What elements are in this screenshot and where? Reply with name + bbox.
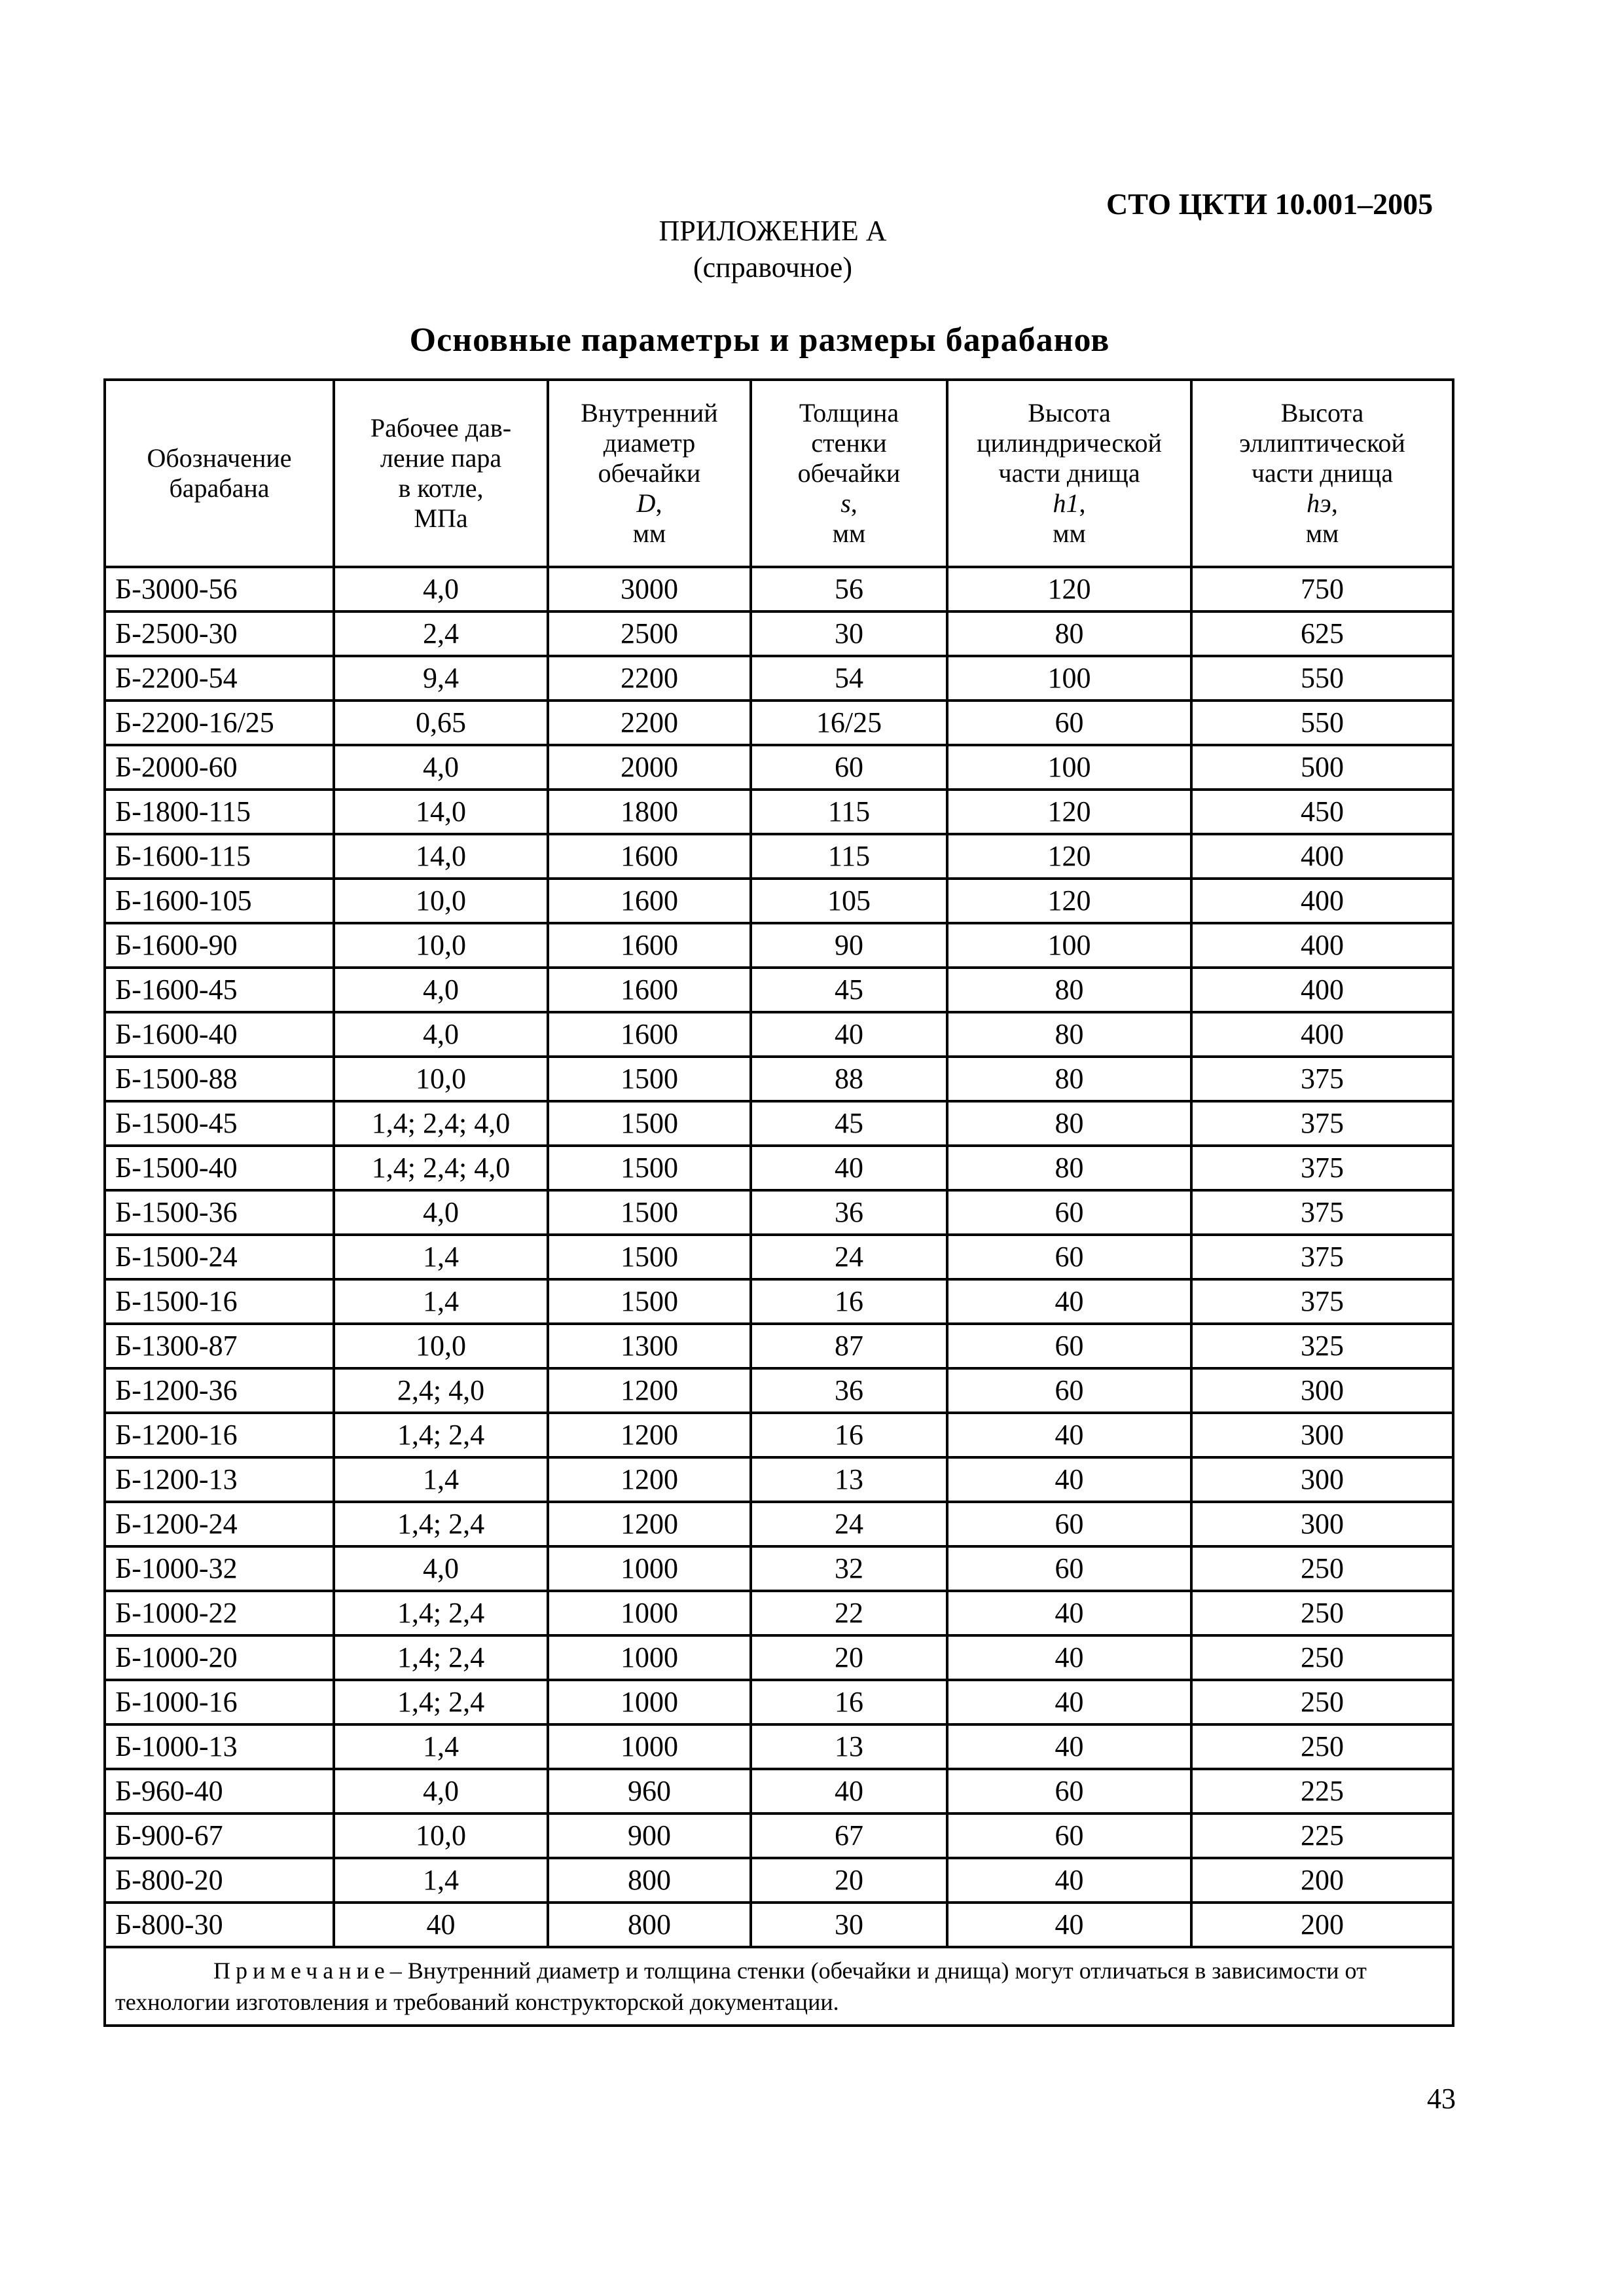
drum-designation-cell: Б-1800-115 — [105, 790, 334, 834]
drum-designation-cell: Б-800-20 — [105, 1858, 334, 1903]
table-cell: 450 — [1191, 790, 1453, 834]
appendix-type: (справочное) — [693, 251, 852, 283]
table-row — [105, 1368, 1453, 1413]
page-number: 43 — [1427, 2083, 1456, 2115]
drum-designation-cell: Б-3000-56 — [105, 567, 334, 611]
table-cell: 300 — [1191, 1502, 1453, 1546]
table-cell: 1000 — [548, 1680, 751, 1724]
table-cell: 750 — [1191, 567, 1453, 611]
table-cell: 32 — [751, 1546, 947, 1591]
table-cell: 60 — [947, 1546, 1191, 1591]
column-symbol: D, — [636, 488, 662, 518]
column-header-line: Обозначение — [147, 443, 292, 473]
table-cell: 16 — [751, 1680, 947, 1724]
table-cell: 2000 — [548, 745, 751, 790]
table-cell: 60 — [947, 1190, 1191, 1235]
table-cell: 40 — [947, 1591, 1191, 1635]
table-cell: 40 — [947, 1680, 1191, 1724]
drum-designation-cell: Б-1200-16 — [105, 1413, 334, 1457]
table-cell: 960 — [548, 1769, 751, 1813]
table-cell: 900 — [548, 1813, 751, 1858]
table-cell: 40 — [751, 1769, 947, 1813]
table-row — [105, 1101, 1453, 1146]
column-unit: мм — [832, 519, 866, 548]
column-header-line: Рабочее дав- — [370, 413, 512, 443]
table-cell: 1500 — [548, 1235, 751, 1279]
table-cell: 300 — [1191, 1368, 1453, 1413]
table-cell: 80 — [947, 1101, 1191, 1146]
column-header-line: диаметр — [603, 428, 696, 458]
table-cell: 40 — [751, 1012, 947, 1057]
table-cell: 10,0 — [334, 923, 548, 968]
table-row — [105, 1502, 1453, 1546]
table-cell: 1,4 — [334, 1279, 548, 1324]
table-cell: 4,0 — [334, 745, 548, 790]
table-cell: 1,4 — [334, 1724, 548, 1769]
standard-code: СТО ЦКТИ 10.001–2005 — [1106, 187, 1434, 221]
table-cell: 60 — [947, 1235, 1191, 1279]
table-cell: 500 — [1191, 745, 1453, 790]
column-header — [548, 380, 751, 567]
table-cell: 1,4; 2,4 — [334, 1502, 548, 1546]
table-row — [105, 1457, 1453, 1502]
table-cell: 24 — [751, 1235, 947, 1279]
table-cell: 40 — [947, 1457, 1191, 1502]
table-cell: 375 — [1191, 1146, 1453, 1190]
table-cell: 60 — [947, 701, 1191, 745]
table-cell: 1300 — [548, 1324, 751, 1368]
table-cell: 3000 — [548, 567, 751, 611]
table-cell: 40 — [751, 1146, 947, 1190]
table-row — [105, 656, 1453, 701]
table-cell: 105 — [751, 879, 947, 923]
table-row — [105, 1413, 1453, 1457]
column-symbol: s, — [840, 488, 857, 518]
table-cell: 1600 — [548, 923, 751, 968]
table-cell: 30 — [751, 611, 947, 656]
table-cell: 2,4 — [334, 611, 548, 656]
drum-designation-cell: Б-1300-87 — [105, 1324, 334, 1368]
table-cell: 45 — [751, 1101, 947, 1146]
table-cell: 14,0 — [334, 834, 548, 879]
table-cell: 30 — [751, 1903, 947, 1947]
table-cell: 115 — [751, 790, 947, 834]
table-cell: 87 — [751, 1324, 947, 1368]
table-row — [105, 1546, 1453, 1591]
table-row — [105, 745, 1453, 790]
column-header-line: Толщина — [799, 398, 899, 428]
document-title: Основные параметры и размеры барабанов — [409, 321, 1110, 359]
table-cell: 14,0 — [334, 790, 548, 834]
drum-designation-cell: Б-1600-105 — [105, 879, 334, 923]
table-cell: 550 — [1191, 701, 1453, 745]
table-cell: 80 — [947, 1146, 1191, 1190]
drum-designation-cell: Б-1200-13 — [105, 1457, 334, 1502]
table-cell: 10,0 — [334, 1813, 548, 1858]
table-row — [105, 611, 1453, 656]
table-cell: 4,0 — [334, 1012, 548, 1057]
drum-designation-cell: Б-1500-40 — [105, 1146, 334, 1190]
table-cell: 120 — [947, 790, 1191, 834]
table-cell: 800 — [548, 1858, 751, 1903]
table-cell: 1,4; 2,4; 4,0 — [334, 1146, 548, 1190]
drum-designation-cell: Б-1200-24 — [105, 1502, 334, 1546]
table-cell: 2500 — [548, 611, 751, 656]
table-row — [105, 1591, 1453, 1635]
table-cell: 400 — [1191, 1012, 1453, 1057]
table-cell: 250 — [1191, 1546, 1453, 1591]
column-header — [751, 380, 947, 567]
table-cell: 40 — [334, 1903, 548, 1947]
table-row — [105, 1057, 1453, 1101]
column-header — [1191, 380, 1453, 567]
table-cell: 56 — [751, 567, 947, 611]
table-cell: 54 — [751, 656, 947, 701]
drum-designation-cell: Б-1000-20 — [105, 1635, 334, 1680]
table-cell: 0,65 — [334, 701, 548, 745]
table-cell: 1500 — [548, 1146, 751, 1190]
drum-designation-cell: Б-1000-32 — [105, 1546, 334, 1591]
note-text: – Внутренний диаметр и толщина стенки (обечайки и днища) могут отличаться в зависимости от технологии изготовления и требований конструкторской документации. — [115, 1958, 1367, 2015]
table-cell: 200 — [1191, 1903, 1453, 1947]
table-cell: 100 — [947, 745, 1191, 790]
table-cell: 20 — [751, 1858, 947, 1903]
column-header — [105, 380, 334, 567]
table-cell: 67 — [751, 1813, 947, 1858]
drum-designation-cell: Б-2500-30 — [105, 611, 334, 656]
table-cell: 200 — [1191, 1858, 1453, 1903]
drum-designation-cell: Б-1000-16 — [105, 1680, 334, 1724]
table-cell: 1200 — [548, 1457, 751, 1502]
table-cell: 1,4 — [334, 1858, 548, 1903]
drum-designation-cell: Б-1000-22 — [105, 1591, 334, 1635]
table-row — [105, 1146, 1453, 1190]
table-cell: 1,4; 2,4 — [334, 1413, 548, 1457]
table-cell: 40 — [947, 1724, 1191, 1769]
table-cell: 550 — [1191, 656, 1453, 701]
table-cell: 80 — [947, 968, 1191, 1012]
table-cell: 625 — [1191, 611, 1453, 656]
table-cell: 120 — [947, 567, 1191, 611]
column-unit: мм — [1305, 519, 1339, 548]
table-cell: 1,4; 2,4 — [334, 1680, 548, 1724]
table-cell: 1500 — [548, 1279, 751, 1324]
table-cell: 4,0 — [334, 1190, 548, 1235]
column-header-line: обечайки — [598, 458, 701, 488]
table-cell: 24 — [751, 1502, 947, 1546]
table-row — [105, 1324, 1453, 1368]
table-cell: 36 — [751, 1190, 947, 1235]
drum-designation-cell: Б-1600-90 — [105, 923, 334, 968]
column-symbol: hэ, — [1307, 488, 1338, 518]
table-cell: 60 — [751, 745, 947, 790]
table-cell: 2200 — [548, 701, 751, 745]
table-cell: 40 — [947, 1635, 1191, 1680]
appendix-heading — [0, 213, 1624, 286]
table-cell: 13 — [751, 1457, 947, 1502]
table-cell: 1500 — [548, 1190, 751, 1235]
table-row — [105, 701, 1453, 745]
table-cell: 100 — [947, 656, 1191, 701]
table-cell: 10,0 — [334, 1057, 548, 1101]
table-cell: 375 — [1191, 1190, 1453, 1235]
table-cell: 16 — [751, 1413, 947, 1457]
table-cell: 40 — [947, 1413, 1191, 1457]
table-cell: 800 — [548, 1903, 751, 1947]
drum-designation-cell: Б-1500-45 — [105, 1101, 334, 1146]
table-row — [105, 1724, 1453, 1769]
table-cell: 4,0 — [334, 567, 548, 611]
table-cell: 60 — [947, 1368, 1191, 1413]
table-row — [105, 1769, 1453, 1813]
table-cell: 80 — [947, 1057, 1191, 1101]
drum-designation-cell: Б-2200-16/25 — [105, 701, 334, 745]
drum-designation-cell: Б-2200-54 — [105, 656, 334, 701]
table-row — [105, 879, 1453, 923]
table-cell: 120 — [947, 834, 1191, 879]
drum-designation-cell: Б-2000-60 — [105, 745, 334, 790]
table-cell: 1000 — [548, 1724, 751, 1769]
table-cell: 80 — [947, 611, 1191, 656]
table-cell: 1200 — [548, 1413, 751, 1457]
table-row — [105, 1235, 1453, 1279]
table-row — [105, 1279, 1453, 1324]
table-cell: 60 — [947, 1769, 1191, 1813]
table-cell: 1,4; 2,4 — [334, 1635, 548, 1680]
table-cell: 300 — [1191, 1413, 1453, 1457]
table-row — [105, 567, 1453, 611]
table-cell: 2,4; 4,0 — [334, 1368, 548, 1413]
table-cell: 120 — [947, 879, 1191, 923]
table-note-row — [105, 1947, 1453, 2026]
table-cell: 1000 — [548, 1546, 751, 1591]
table-cell: 1,4 — [334, 1457, 548, 1502]
table-cell: 16/25 — [751, 701, 947, 745]
table-cell: 375 — [1191, 1057, 1453, 1101]
column-header-line: Внутренний — [581, 398, 718, 428]
column-header-line: части днища — [1251, 458, 1394, 488]
drum-designation-cell: Б-1600-45 — [105, 968, 334, 1012]
table-row — [105, 1012, 1453, 1057]
table-cell: 400 — [1191, 968, 1453, 1012]
drum-designation-cell: Б-1600-115 — [105, 834, 334, 879]
table-cell: 9,4 — [334, 656, 548, 701]
table-header-row — [105, 380, 1453, 567]
table-cell: 22 — [751, 1591, 947, 1635]
drum-designation-cell: Б-900-67 — [105, 1813, 334, 1858]
table-cell: 40 — [947, 1858, 1191, 1903]
column-unit: мм — [632, 519, 666, 548]
table-cell: 1800 — [548, 790, 751, 834]
table-cell: 1200 — [548, 1502, 751, 1546]
table-cell: 400 — [1191, 879, 1453, 923]
table-cell: 1600 — [548, 879, 751, 923]
table-cell: 325 — [1191, 1324, 1453, 1368]
table-cell: 60 — [947, 1324, 1191, 1368]
column-header-line: МПа — [414, 503, 468, 533]
drums-parameters-table — [103, 378, 1454, 2027]
table-cell: 375 — [1191, 1279, 1453, 1324]
table-cell: 1,4; 2,4 — [334, 1591, 548, 1635]
table-cell: 1000 — [548, 1591, 751, 1635]
table-cell: 1600 — [548, 834, 751, 879]
appendix-title: ПРИЛОЖЕНИЕ А — [659, 215, 887, 247]
table-row — [105, 1903, 1453, 1947]
column-header-line: части днища — [998, 458, 1140, 488]
column-header-line: барабана — [169, 473, 270, 503]
table-row — [105, 1680, 1453, 1724]
table-cell: 1600 — [548, 1012, 751, 1057]
table-cell: 60 — [947, 1502, 1191, 1546]
table-cell: 80 — [947, 1012, 1191, 1057]
table-cell: 1200 — [548, 1368, 751, 1413]
table-cell: 100 — [947, 923, 1191, 968]
table-cell: 300 — [1191, 1457, 1453, 1502]
table-cell: 13 — [751, 1724, 947, 1769]
drum-designation-cell: Б-800-30 — [105, 1903, 334, 1947]
table-cell: 16 — [751, 1279, 947, 1324]
table-cell: 250 — [1191, 1724, 1453, 1769]
column-header-line: обечайки — [797, 458, 901, 488]
table-row — [105, 834, 1453, 879]
table-cell: 1500 — [548, 1101, 751, 1146]
column-header-line: ление пара — [380, 443, 502, 473]
table-cell: 1,4; 2,4; 4,0 — [334, 1101, 548, 1146]
table-row — [105, 923, 1453, 968]
table-cell: 90 — [751, 923, 947, 968]
table-cell: 4,0 — [334, 1769, 548, 1813]
drum-designation-cell: Б-1600-40 — [105, 1012, 334, 1057]
table-cell: 40 — [947, 1903, 1191, 1947]
table-cell: 225 — [1191, 1769, 1453, 1813]
table-cell: 375 — [1191, 1101, 1453, 1146]
table-cell: 400 — [1191, 834, 1453, 879]
table-cell: 40 — [947, 1279, 1191, 1324]
table-row — [105, 1190, 1453, 1235]
table-cell: 4,0 — [334, 968, 548, 1012]
table-note — [105, 1947, 1453, 2026]
column-symbol: h1, — [1053, 488, 1086, 518]
table-cell: 10,0 — [334, 1324, 548, 1368]
table-cell: 2200 — [548, 656, 751, 701]
column-header-line: цилиндрической — [977, 428, 1162, 458]
table-row — [105, 1813, 1453, 1858]
note-label: Примечание — [213, 1958, 390, 1984]
table-cell: 250 — [1191, 1680, 1453, 1724]
table-row — [105, 1858, 1453, 1903]
drum-designation-cell: Б-1000-13 — [105, 1724, 334, 1769]
table-cell: 115 — [751, 834, 947, 879]
table-row — [105, 790, 1453, 834]
table-cell: 375 — [1191, 1235, 1453, 1279]
column-header-line: стенки — [811, 428, 887, 458]
table-cell: 10,0 — [334, 879, 548, 923]
column-header-line: Высота — [1280, 398, 1364, 428]
table-row — [105, 1635, 1453, 1680]
table-cell: 4,0 — [334, 1546, 548, 1591]
table-cell: 36 — [751, 1368, 947, 1413]
table-body — [105, 567, 1453, 2026]
drum-designation-cell: Б-1500-88 — [105, 1057, 334, 1101]
table-cell: 60 — [947, 1813, 1191, 1858]
table-cell: 250 — [1191, 1591, 1453, 1635]
column-header-line: Высота — [1028, 398, 1111, 428]
column-header — [947, 380, 1191, 567]
table-cell: 1600 — [548, 968, 751, 1012]
table-cell: 20 — [751, 1635, 947, 1680]
table-cell: 1,4 — [334, 1235, 548, 1279]
column-header-line: в котле, — [398, 473, 484, 503]
table-cell: 400 — [1191, 923, 1453, 968]
table-cell: 45 — [751, 968, 947, 1012]
table-cell: 1000 — [548, 1635, 751, 1680]
table-row — [105, 968, 1453, 1012]
column-header — [334, 380, 548, 567]
column-header-line: эллиптической — [1239, 428, 1405, 458]
drum-designation-cell: Б-1500-36 — [105, 1190, 334, 1235]
drum-designation-cell: Б-960-40 — [105, 1769, 334, 1813]
table-cell: 1500 — [548, 1057, 751, 1101]
drum-designation-cell: Б-1500-16 — [105, 1279, 334, 1324]
drum-designation-cell: Б-1200-36 — [105, 1368, 334, 1413]
table-cell: 88 — [751, 1057, 947, 1101]
table-cell: 250 — [1191, 1635, 1453, 1680]
column-unit: мм — [1053, 519, 1086, 548]
table-cell: 225 — [1191, 1813, 1453, 1858]
drum-designation-cell: Б-1500-24 — [105, 1235, 334, 1279]
